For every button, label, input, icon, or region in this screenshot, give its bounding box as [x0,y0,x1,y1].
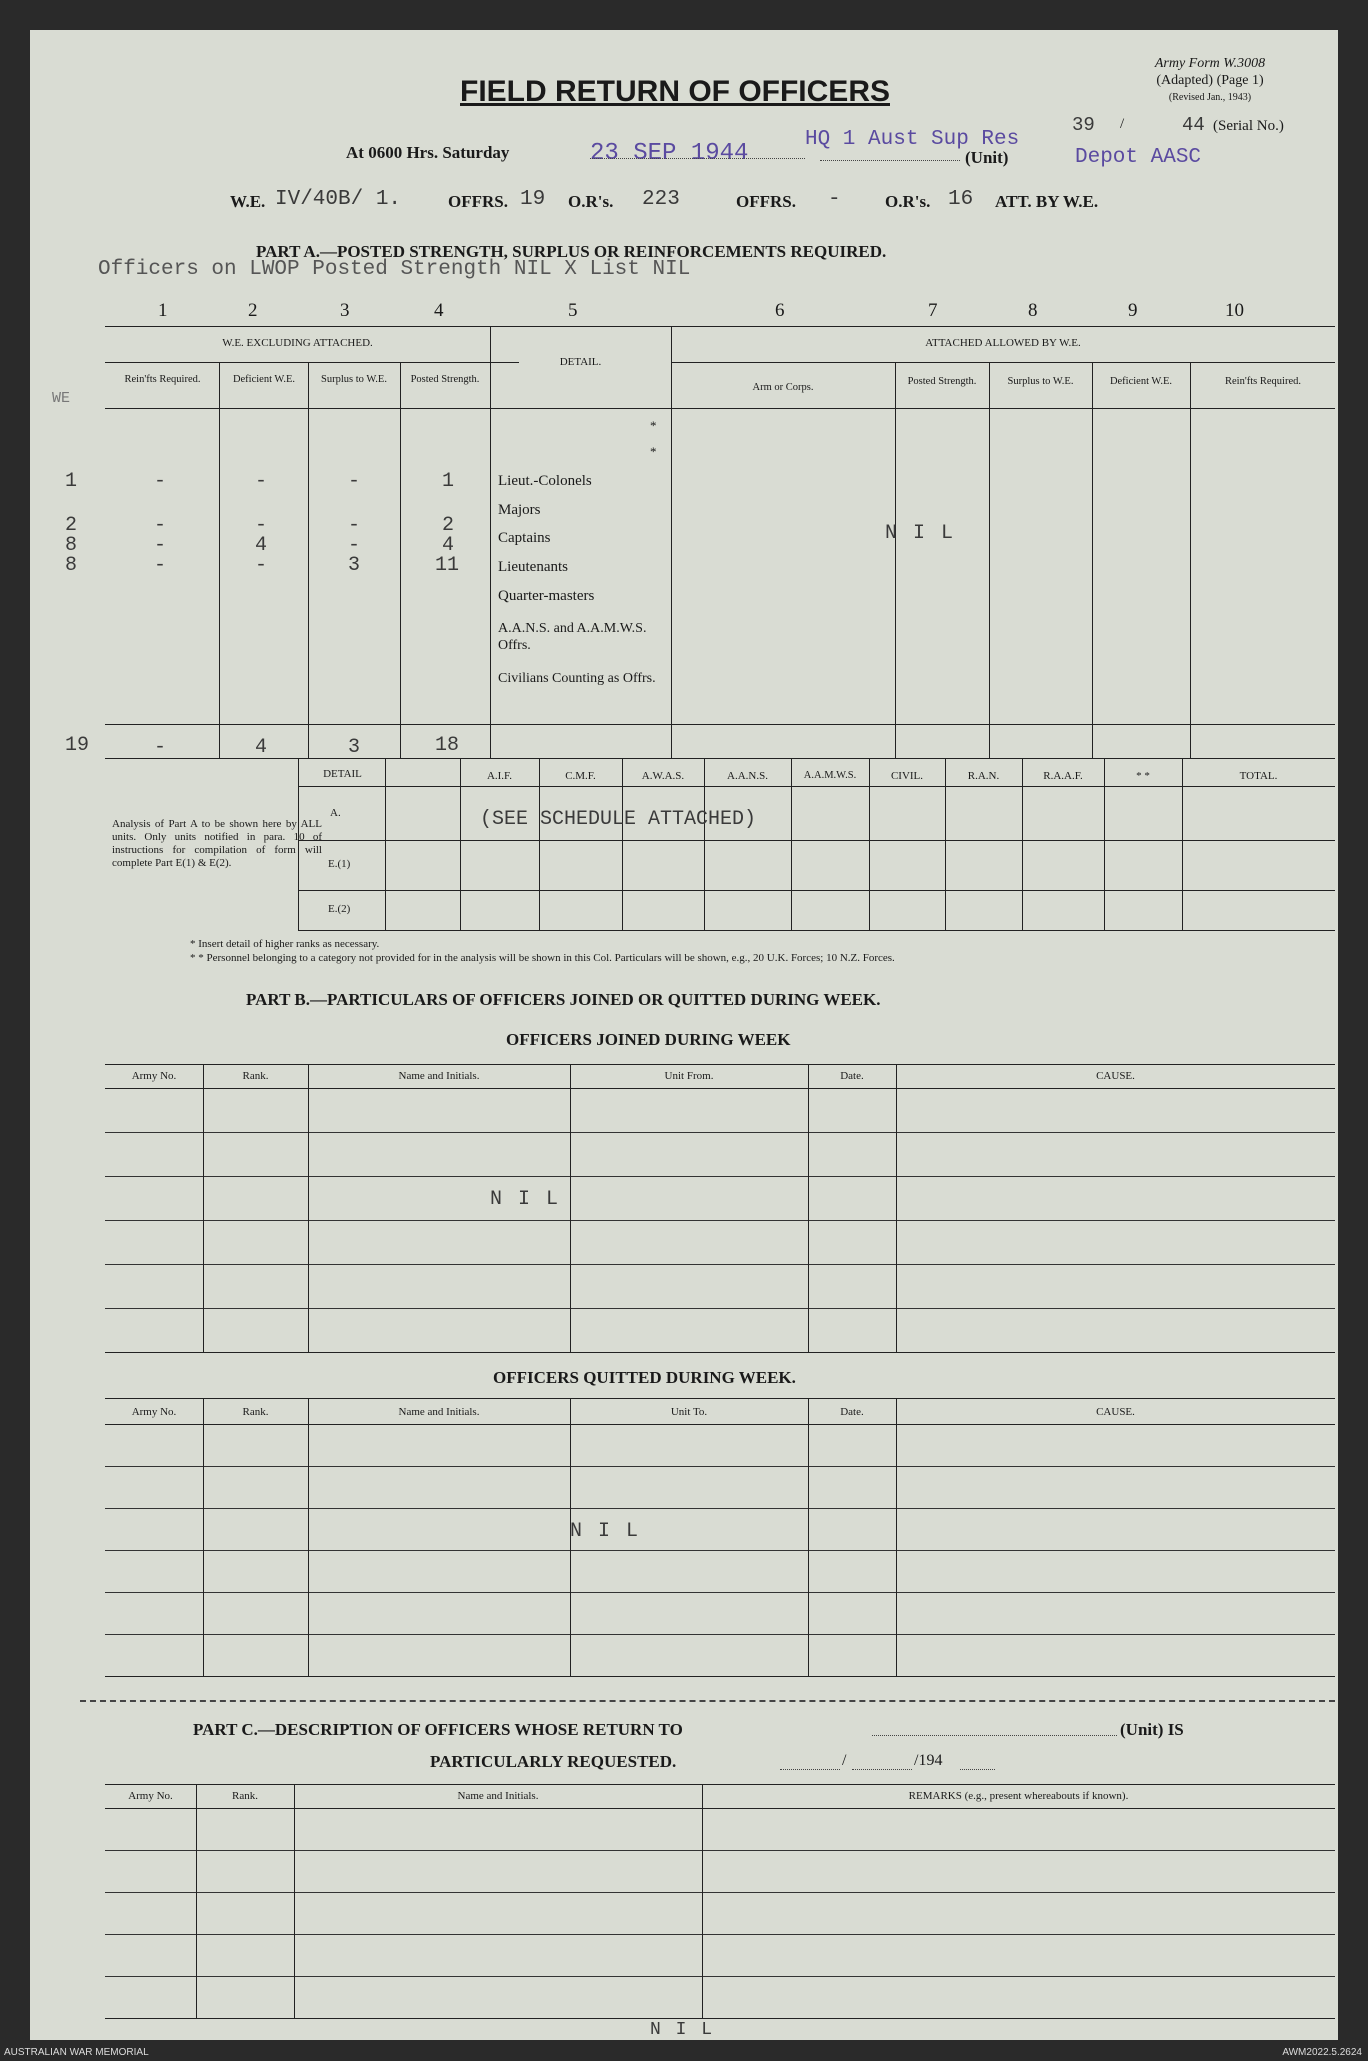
asterisk-2: * [650,444,657,459]
col-number: 8 [1028,300,1038,321]
form-number: Army Form W.3008 [1154,56,1266,71]
attached-allowed-header: ATTACHED ALLOWED BY W.E. [925,337,1081,349]
offrs-value: 19 [520,188,546,211]
total-cell: 18 [435,734,460,757]
table-cell: 2 [442,514,455,537]
part-c-requested: PARTICULARLY REQUESTED. [430,1752,677,1771]
part-c-header-army-no: Army No. [128,1790,173,1802]
part-c-date-dotted-2 [852,1769,912,1770]
footer-archive-name: AUSTRALIAN WAR MEMORIAL [4,2047,149,2058]
offrs2-value: - [828,188,841,211]
quitted-header-army-no: Army No. [131,1406,177,1418]
form-adapted: (Adapted) (Page 1) [1156,73,1264,88]
see-schedule-note: (SEE SCHEDULE ATTACHED) [480,808,757,831]
unit-stamp-line2: Depot AASC [1075,146,1202,169]
table-cell: 4 [255,534,268,557]
joined-header-name: Name and Initials. [398,1070,480,1082]
analysis-header-detail: DETAIL [323,768,362,780]
asterisk-1: * [650,418,657,433]
col-number: 4 [434,300,444,321]
sub-header-att-deficient: Deficient W.E. [1109,376,1173,387]
offrs2-label: OFFRS. [736,192,796,211]
total-cell: 4 [255,736,268,759]
col-number: 2 [248,300,258,321]
footnote-higher-ranks: * Insert detail of higher ranks as necessary. [190,938,380,950]
sub-header-att-reinforcements: Rein'fts Required. [1225,376,1301,387]
table-cell: - [348,470,361,493]
table-cell: - [255,554,268,577]
rank-aans-aamws: A.A.N.S. and A.A.M.W.S. Offrs. [498,621,647,653]
serial-label: (Serial No.) [1213,118,1284,134]
part-c-date-dotted-1 [780,1769,840,1770]
joined-header-rank: Rank. [242,1070,269,1082]
rank-civilians: Civilians Counting as Offrs. [498,671,656,686]
analysis-header-aif: A.I.F. [486,770,513,782]
quitted-header-rank: Rank. [242,1406,269,1418]
table-cell: - [348,514,361,537]
table-row-we: 8 [65,534,78,557]
part-c-unit-label: (Unit) IS [1120,1720,1184,1739]
rank-captains: Captains [498,530,551,546]
table-row-we: 8 [65,554,78,577]
rank-quarter-masters: Quarter-masters [498,588,595,604]
quitted-header-cause: CAUSE. [1096,1406,1135,1418]
table-row-we: 2 [65,514,78,537]
at-hours-label: At 0600 Hrs. Saturday [346,143,510,162]
col-number: 9 [1128,300,1138,321]
serial-slash: / [1120,116,1125,132]
ors2-label: O.R's. [885,192,931,211]
page-title: FIELD RETURN OF OFFICERS [460,75,890,108]
col-number: 5 [568,300,578,321]
joined-header-cause: CAUSE. [1096,1070,1135,1082]
perforation-line [80,1700,1335,1702]
part-c-header-remarks: REMARKS (e.g., present whereabouts if known). [908,1790,1129,1802]
sub-header-att-posted: Posted Strength. [907,376,977,387]
we-value: IV/40B/ 1. [275,188,402,211]
document-page [30,30,1338,2040]
analysis-header-ran: R.A.N. [967,770,1000,782]
table-cell: - [154,514,167,537]
serial-number: 39 [1072,114,1095,136]
quitted-header-name: Name and Initials. [398,1406,480,1418]
col-number: 1 [158,300,168,321]
sub-header-arm-corps: Arm or Corps. [752,382,814,393]
army-form-label [1095,55,1325,106]
analysis-header-awas: A.W.A.S. [641,770,685,782]
table-cell: - [255,470,268,493]
we-excluding-header: W.E. EXCLUDING ATTACHED. [222,337,373,349]
joined-nil: N I L [490,1188,561,1211]
total-cell: - [154,736,167,759]
sub-header-posted: Posted Strength. [410,374,480,385]
analysis-header-civil: CIVIL. [890,770,924,782]
analysis-header-total: TOTAL. [1239,770,1278,782]
unit-label: (Unit) [965,148,1009,167]
date-dotted-line [590,158,805,159]
part-c-date-dotted-3 [960,1769,995,1770]
part-c-unit-dotted [872,1735,1117,1736]
part-c-date-slash: / [842,1752,847,1769]
quitted-title: OFFICERS QUITTED DURING WEEK. [493,1368,796,1387]
col-number: 7 [928,300,938,321]
analysis-row-a: A. [330,807,341,819]
table-cell: 3 [348,554,361,577]
table-cell: - [255,514,268,537]
offrs-label: OFFRS. [448,192,508,211]
sub-header-surplus: Surplus to W.E. [321,374,387,385]
part-c-title: PART C.—DESCRIPTION OF OFFICERS WHOSE RETURN TO [193,1720,683,1739]
analysis-note: Analysis of Part A to be shown here by ALL units. Only units notified in para. 10 of instructions for compilation of form will complete Part E(1) & E(2). [112,818,322,869]
joined-header-army-no: Army No. [131,1070,177,1082]
col-number: 10 [1225,300,1244,321]
total-we: 19 [65,734,90,757]
joined-header-date: Date. [840,1070,864,1082]
analysis-row-e2: E.(2) [328,903,351,915]
part-c-header-rank: Rank. [232,1790,258,1802]
total-cell: 3 [348,736,361,759]
analysis-header-raaf: R.A.A.F. [1043,770,1083,782]
part-a-title: PART A.—POSTED STRENGTH, SURPLUS OR REINFORCEMENTS REQUIRED. [256,242,887,261]
quitted-header-unit-to: Unit To. [670,1406,708,1418]
quitted-header-date: Date. [840,1406,864,1418]
table-cell: - [348,534,361,557]
detail-header: DETAIL. [559,356,602,368]
sub-header-deficient: Deficient W.E. [232,374,296,385]
sub-header-reinforcements: Rein'fts Required. [124,374,201,385]
table-cell: - [154,470,167,493]
footnote-other-personnel: * * Personnel belonging to a category not provided for in the analysis will be shown in this Col. Particulars will be shown, e.g., 20 U.K. Forces; 10 N.Z. Forces. [190,952,895,964]
joined-header-unit-from: Unit From. [664,1070,714,1082]
analysis-header-aans: A.A.N.S. [727,770,768,782]
table-cell: 11 [435,554,460,577]
col-number: 6 [775,300,785,321]
attached-nil: N I L [885,522,956,545]
we-margin-label: WE [52,390,71,407]
unit-stamp-line1: HQ 1 Aust Sup Res [805,128,1020,151]
sub-header-att-surplus: Surplus to W.E. [1007,376,1074,387]
quitted-nil: N I L [570,1520,641,1543]
table-cell: 1 [442,470,455,493]
analysis-header-cmf: C.M.F. [565,770,596,782]
unit-dotted-line [820,160,960,161]
part-c-header-name: Name and Initials. [457,1790,539,1802]
rank-lieutenants: Lieutenants [498,559,568,575]
table-cell: - [154,534,167,557]
lwop-typed-note: Officers on LWOP Posted Strength NIL X List NIL [98,258,691,281]
part-b-title: PART B.—PARTICULARS OF OFFICERS JOINED OR QUITTED DURING WEEK. [246,990,881,1009]
ors2-value: 16 [948,188,974,211]
rank-lieut-colonels: Lieut.-Colonels [498,473,592,489]
table-row-we: 1 [65,470,78,493]
we-label: W.E. [230,192,266,211]
table-cell: 4 [442,534,455,557]
date-stamp: 23 SEP 1944 [590,140,749,167]
footer-accession-number: AWM2022.5.2624 [1282,2047,1362,2058]
col-number: 3 [340,300,350,321]
rank-majors: Majors [498,502,541,518]
joined-title: OFFICERS JOINED DURING WEEK [506,1030,791,1049]
part-c-date-year: /194 [914,1752,943,1769]
analysis-row-e1: E.(1) [328,858,351,870]
ors-value: 223 [642,188,680,211]
part-c-bottom-nil: N I L [650,2020,715,2040]
att-label: ATT. BY W.E. [995,192,1099,211]
table-cell: - [154,554,167,577]
analysis-header-aamws: A.A.M.W.S. [803,770,857,781]
form-revised: (Revised Jan., 1943) [1168,92,1252,103]
analysis-header-other: * * [1136,770,1150,782]
serial-year: 44 [1182,114,1205,136]
ors-label: O.R's. [568,192,614,211]
